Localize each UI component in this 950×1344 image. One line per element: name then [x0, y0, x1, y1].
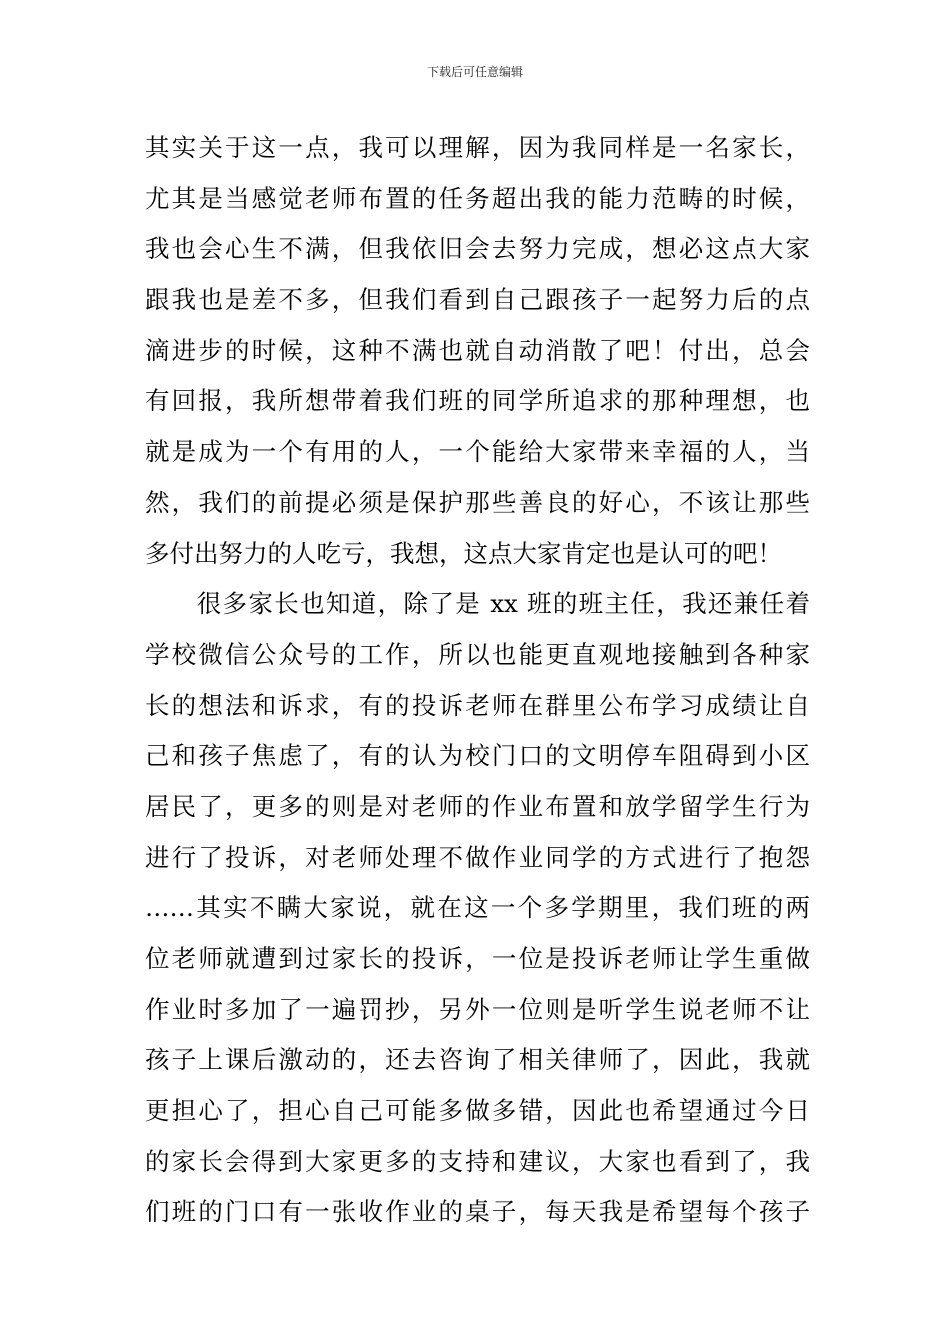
text-line: 滴进步的时候，这种不满也就自动消散了吧！付出，总会: [145, 335, 810, 365]
text-line: 的家长会得到大家更多的支持和建议，大家也看到了，我: [145, 1146, 810, 1176]
text-line: 尤其是当感觉老师布置的任务超出我的能力范畴的时候，: [145, 183, 810, 213]
page-header: 下载后可任意编辑: [426, 65, 523, 79]
text-line: 很多家长也知道，除了是 xx 班的班主任，我还兼任着: [145, 589, 810, 619]
text-line: 己和孩子焦虑了，有的认为校门口的文明停车阻碍到小区: [145, 741, 810, 771]
text-line: 更担心了，担心自己可能多做多错，因此也希望通过今日: [145, 1096, 810, 1126]
text-line: 多付出努力的人吃亏，我想，这点大家肯定也是认可的吧！: [145, 538, 782, 568]
text-line: 就是成为一个有用的人，一个能给大家带来幸福的人，当: [145, 437, 810, 467]
text-line: 们班的门口有一张收作业的桌子，每天我是希望每个孩子: [145, 1197, 810, 1227]
text-line: 我也会心生不满，但我依旧会去努力完成，想必这点大家: [145, 234, 810, 264]
text-line: 学校微信公众号的工作，所以也能更直观地接触到各种家: [145, 639, 810, 669]
text-line: 长的想法和诉求，有的投诉老师在群里公布学习成绩让自: [145, 690, 810, 720]
text-line: 其实关于这一点，我可以理解，因为我同样是一名家长，: [145, 133, 810, 162]
text-line: 进行了投诉，对老师处理不做作业同学的方式进行了抱怨: [145, 842, 810, 872]
text-line: 孩子上课后激动的，还去咨询了相关律师了，因此，我就: [145, 1045, 810, 1075]
text-line: 居民了，更多的则是对老师的作业布置和放学留学生行为: [145, 791, 810, 821]
text-line: 跟我也是差不多，但我们看到自己跟孩子一起努力后的点: [145, 285, 810, 315]
text-line: 位老师就遭到过家长的投诉，一位是投诉老师让学生重做: [145, 944, 810, 973]
text-line: 有回报，我所想带着我们班的同学所追求的那种理想，也: [145, 386, 810, 416]
text-line: ……其实不瞒大家说，就在这一个多学期里，我们班的两: [145, 893, 810, 923]
text-line: 作业时多加了一遍罚抄，另外一位则是听学生说老师不让: [145, 994, 810, 1024]
document-body: [145, 123, 810, 1238]
text-line: 然，我们的前提必须是保护那些善良的好心，不该让那些: [145, 487, 810, 517]
